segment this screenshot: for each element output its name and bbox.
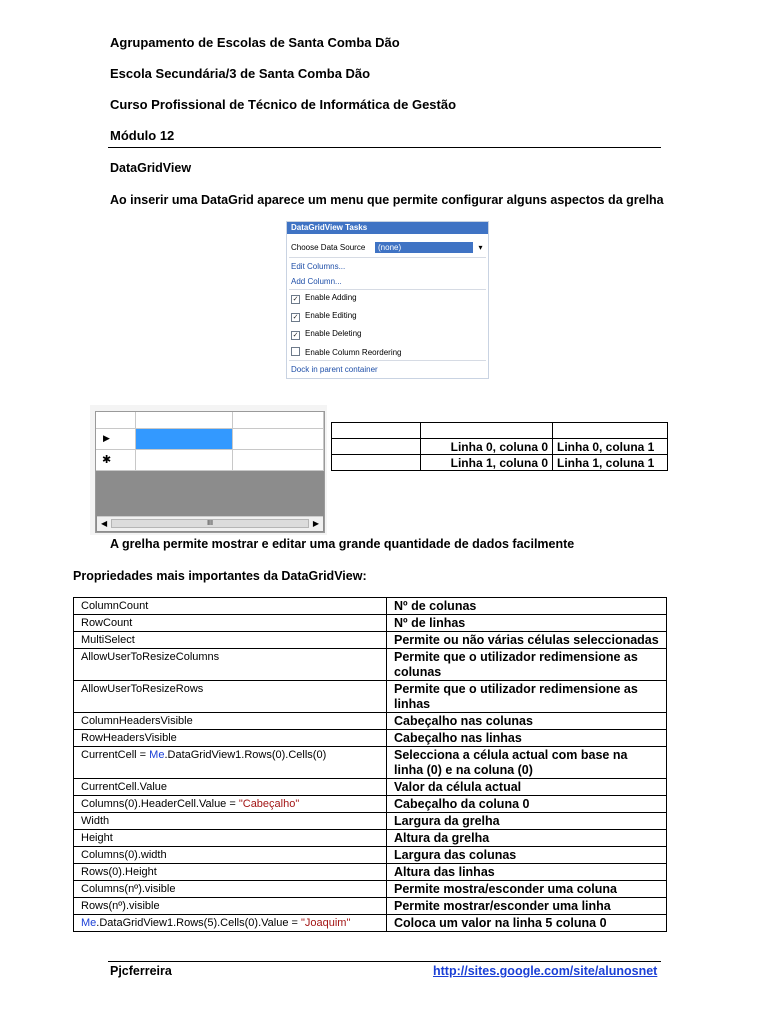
property-name-cell: AllowUserToResizeColumns (74, 649, 387, 681)
property-name-cell (74, 747, 387, 779)
table-cell: Linha 1, coluna 0 (421, 455, 553, 471)
table-row (74, 830, 667, 847)
current-row-icon: ▶ (103, 433, 110, 443)
table-row (74, 796, 667, 813)
property-description-cell: Selecciona a célula actual com base na linha (0) e na coluna (0) (387, 747, 667, 779)
property-description-cell: Altura da grelha (387, 830, 667, 847)
scroll-right-icon[interactable]: ▶ (312, 519, 319, 528)
properties-title: Propriedades mais importantes da DataGridView: (73, 569, 367, 583)
enable-adding-label: Enable Adding (305, 293, 357, 302)
property-description-cell: Cabeçalho nas colunas (387, 713, 667, 730)
table-row (332, 439, 668, 455)
property-name-cell: Columns(nº).visible (74, 881, 387, 898)
table-row (74, 747, 667, 779)
property-description-cell: Largura das colunas (387, 847, 667, 864)
property-name-cell: CurrentCell.Value (74, 779, 387, 796)
result-table (331, 422, 668, 471)
table-row (74, 813, 667, 830)
section-title: DataGridView (110, 161, 192, 175)
property-description-cell: Valor da célula actual (387, 779, 667, 796)
column-header-cell[interactable] (136, 412, 233, 429)
properties-table (73, 597, 667, 932)
table-row (74, 615, 667, 632)
table-row (74, 730, 667, 747)
property-description-cell: Largura da grelha (387, 813, 667, 830)
property-description-cell: Permite que o utilizador redimensione as colunas (387, 649, 667, 681)
data-source-select[interactable]: (none) (375, 242, 473, 253)
intro-text: Ao inserir uma DataGrid aparece um menu que permite configurar alguns aspectos da grelha (110, 193, 664, 207)
enable-editing-option[interactable] (291, 311, 357, 322)
code-str: "Joaquim" (300, 917, 351, 929)
table-cell: Linha 0, coluna 0 (421, 439, 553, 455)
grid-cell[interactable] (136, 450, 233, 471)
checkbox-unchecked-icon[interactable] (291, 347, 300, 356)
table-cell: Linha 1, coluna 1 (553, 455, 668, 471)
checkbox-checked-icon[interactable]: ✓ (292, 332, 299, 339)
property-description-cell: Permite ou não várias células seleccionadas (387, 632, 667, 649)
tasks-separator (289, 360, 486, 361)
code-kw: Me (81, 917, 97, 929)
table-row (332, 423, 668, 439)
corner-header-cell (96, 412, 136, 429)
choose-data-source-label: Choose Data Source (291, 243, 366, 252)
enable-deleting-label: Enable Deleting (305, 329, 362, 338)
property-name-cell: RowHeadersVisible (74, 730, 387, 747)
datagridview-tasks-panel (286, 221, 489, 379)
code-pre: CurrentCell = (81, 749, 150, 761)
table-row (74, 881, 667, 898)
header-rule (108, 147, 661, 148)
datagridview-preview (90, 405, 327, 535)
checkbox-checked-icon[interactable]: ✓ (292, 314, 299, 321)
code-kw: Me (149, 749, 165, 761)
code-str: "Cabeçalho" (238, 798, 300, 810)
table-cell (553, 423, 668, 439)
table-row (74, 598, 667, 615)
module-name: Módulo 12 (110, 128, 175, 143)
property-name-cell: RowCount (74, 615, 387, 632)
new-row-icon: ✱ (102, 454, 112, 466)
property-name-cell: Columns(0).width (74, 847, 387, 864)
table-row (74, 779, 667, 796)
scroll-left-icon[interactable]: ◀ (101, 519, 108, 528)
row-header-cell[interactable] (96, 450, 136, 471)
grid-area (95, 411, 325, 533)
property-description-cell: Permite que o utilizador redimensione as linhas (387, 681, 667, 713)
table-row (74, 847, 667, 864)
column-header-cell[interactable] (233, 412, 324, 429)
add-column-link[interactable]: Add Column... (291, 277, 342, 286)
property-name-cell: MultiSelect (74, 632, 387, 649)
table-row (74, 681, 667, 713)
property-description-cell: Cabeçalho da coluna 0 (387, 796, 667, 813)
footer-author: Pjcferreira (110, 964, 172, 978)
grid-cell[interactable] (233, 450, 324, 471)
property-description-cell: Nº de colunas (387, 598, 667, 615)
table-row (332, 455, 668, 471)
table-row (74, 713, 667, 730)
table-row (74, 915, 667, 932)
checkbox-checked-icon[interactable]: ✓ (292, 296, 299, 303)
school-group: Agrupamento de Escolas de Santa Comba Dão (110, 35, 400, 50)
footer-rule (108, 961, 661, 962)
property-name-cell: AllowUserToResizeRows (74, 681, 387, 713)
property-name-cell: Rows(nº).visible (74, 898, 387, 915)
property-description-cell: Coloca um valor na linha 5 coluna 0 (387, 915, 667, 932)
property-name-cell: ColumnHeadersVisible (74, 713, 387, 730)
property-name-cell: Rows(0).Height (74, 864, 387, 881)
property-name-cell (74, 915, 387, 932)
property-description-cell: Permite mostra/esconder uma coluna (387, 881, 667, 898)
code-pre: Columns(0).HeaderCell.Value = (81, 798, 239, 810)
table-cell (332, 455, 421, 471)
property-description-cell: Altura das linhas (387, 864, 667, 881)
table-row (74, 649, 667, 681)
table-cell (332, 439, 421, 455)
edit-columns-link[interactable]: Edit Columns... (291, 262, 346, 271)
table-row (74, 898, 667, 915)
property-name-cell: Height (74, 830, 387, 847)
table-row (74, 632, 667, 649)
horizontal-scrollbar[interactable] (97, 516, 323, 531)
dock-in-parent-link[interactable]: Dock in parent container (291, 365, 378, 374)
table-cell (332, 423, 421, 439)
grid-cell[interactable] (233, 429, 324, 450)
enable-editing-label: Enable Editing (305, 311, 357, 320)
property-name-cell: ColumnCount (74, 598, 387, 615)
tasks-separator (289, 257, 486, 258)
grid-caption: A grelha permite mostrar e editar uma grande quantidade de dados facilmente (110, 537, 575, 551)
table-row (74, 864, 667, 881)
code-post: .DataGridView1.Rows(0).Cells(0) (164, 749, 327, 761)
footer-link[interactable]: http://sites.google.com/site/alunosnet (433, 964, 658, 978)
enable-reordering-label: Enable Column Reordering (305, 348, 402, 357)
school-name: Escola Secundária/3 de Santa Comba Dão (110, 66, 371, 81)
tasks-separator (289, 289, 486, 290)
property-name-cell (74, 796, 387, 813)
tasks-title: DataGridView Tasks (287, 222, 488, 234)
table-cell: Linha 0, coluna 1 (553, 439, 668, 455)
table-cell (421, 423, 553, 439)
property-description-cell: Permite mostrar/esconder uma linha (387, 898, 667, 915)
property-description-cell: Cabeçalho nas linhas (387, 730, 667, 747)
course-name: Curso Profissional de Técnico de Informática de Gestão (110, 97, 457, 112)
selected-grid-cell[interactable] (136, 429, 233, 450)
enable-deleting-option[interactable] (291, 329, 361, 340)
code-post: .DataGridView1.Rows(5).Cells(0).Value = (96, 917, 301, 929)
enable-adding-option[interactable] (291, 293, 357, 304)
enable-column-reordering-option[interactable] (291, 347, 402, 358)
property-description-cell: Nº de linhas (387, 615, 667, 632)
footer-link-wrap (433, 964, 657, 978)
row-header-cell[interactable] (96, 429, 136, 450)
scroll-thumb[interactable]: III (111, 519, 309, 528)
data-source-dropdown-icon[interactable]: ▾ (478, 243, 483, 252)
property-name-cell: Width (74, 813, 387, 830)
